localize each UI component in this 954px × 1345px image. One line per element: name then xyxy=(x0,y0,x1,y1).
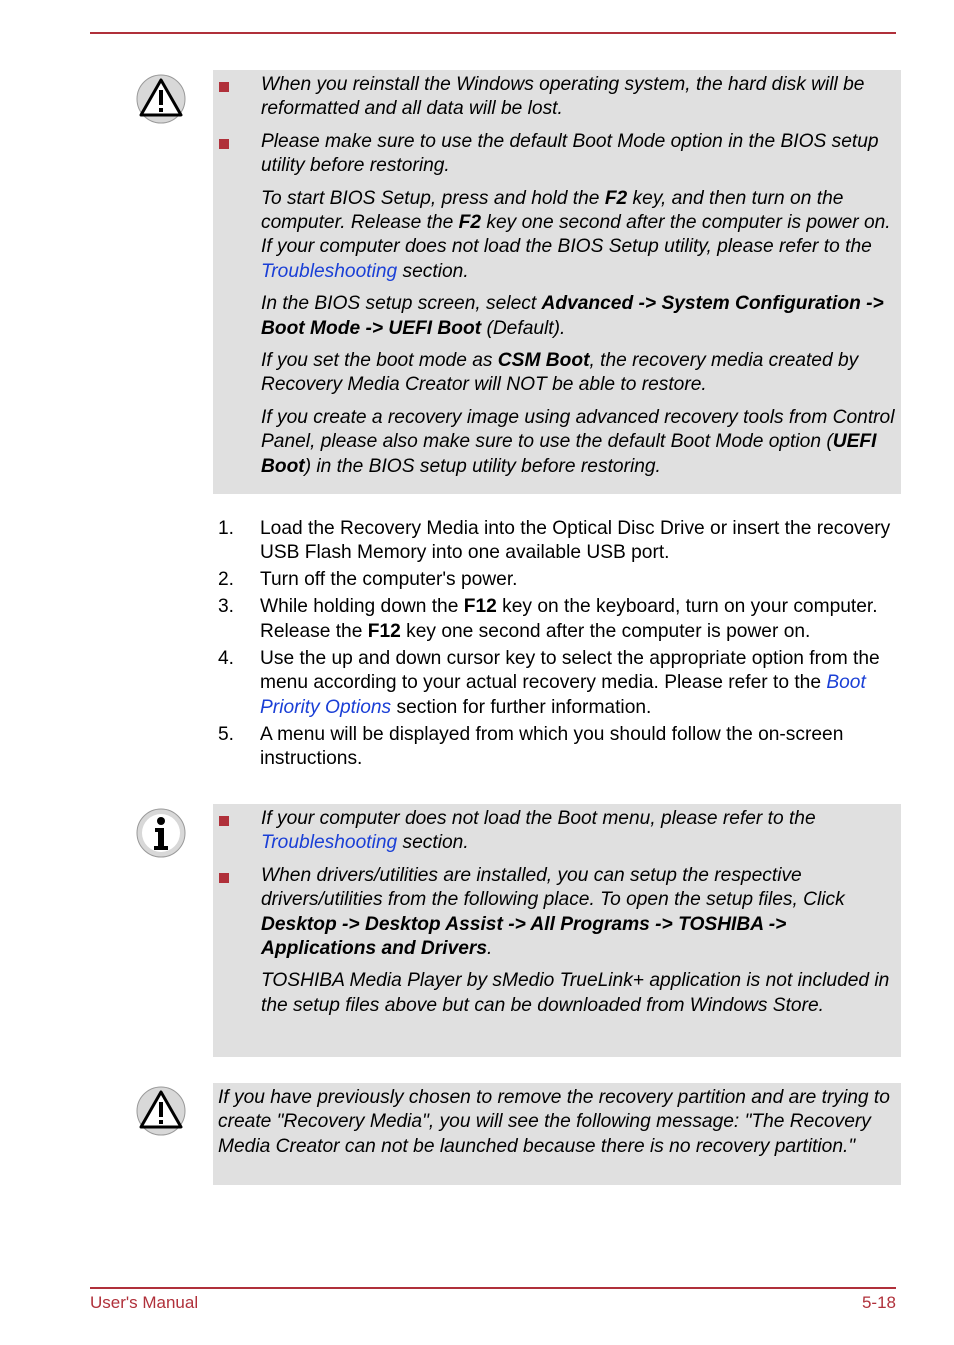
warning-icon xyxy=(136,1086,186,1136)
bullet-square-icon xyxy=(219,139,229,149)
recovery-image-paragraph: If you create a recovery image using advanced recovery tools from Control Panel, please also make sure to use the default Boot Mode option (UEFI Boot) in the BIOS setup utility before restoring. xyxy=(261,406,895,477)
page-number: 5-18 xyxy=(861,1293,896,1312)
boot-priority-options-link[interactable]: Boot Priority Options xyxy=(260,672,866,718)
bios-select-paragraph: In the BIOS setup screen, select Advanced -> System Configuration -> Boot Mode -> UEFI Boot (Default). xyxy=(261,293,884,339)
list-item: 3. While holding down the F12 key on the keyboard, turn on your computer. Release the F12 key one second after the computer is power on. xyxy=(218,596,878,642)
caution-note-box-2 xyxy=(213,1083,901,1185)
recovery-steps-list xyxy=(218,517,898,774)
media-player-paragraph: TOSHIBA Media Player by sMedio TrueLink+ application is not included in the setup files above but can be downloaded from Windows Store. xyxy=(261,970,890,1016)
header-rule xyxy=(90,32,896,34)
list-item: 4. Use the up and down cursor key to select the appropriate option from the menu according to your actual recovery media. Please refer to the Boot Priority Options section for further information. xyxy=(218,647,880,718)
recovery-partition-warning: If you have previously chosen to remove the recovery partition and are trying to create "Recovery Media", you will see the following message: "The Recovery Media Creator can not be launched because there is no recovery partition." xyxy=(218,1087,890,1157)
bullet-square-icon xyxy=(219,82,229,92)
troubleshooting-link[interactable]: Troubleshooting xyxy=(261,832,398,854)
caution-bullet-1: When you reinstall the Windows operating system, the hard disk will be reformatted and all data will be lost. xyxy=(213,73,897,122)
caution-bullet-2: Please make sure to use the default Boot Mode option in the BIOS setup utility before restoring. xyxy=(213,130,897,179)
bullet-square-icon xyxy=(219,873,229,883)
info-note-box xyxy=(213,804,901,1057)
warning-icon xyxy=(136,74,186,124)
list-item: 2. Turn off the computer's power. xyxy=(218,569,518,591)
bios-start-paragraph: To start BIOS Setup, press and hold the F2 key, and then turn on the computer. Release the F2 key one second after the computer is power on. If your computer does not load the BIOS Setup utility, please refer to the Troubleshooting section. xyxy=(261,187,891,282)
info-bullet-1: If your computer does not load the Boot menu, please refer to the Troubleshooting section. xyxy=(213,807,897,856)
list-item: 5. A menu will be displayed from which you should follow the on-screen instructions. xyxy=(218,723,844,770)
list-item: 1. Load the Recovery Media into the Optical Disc Drive or insert the recovery USB Flash Memory into one available USB port. xyxy=(218,518,891,564)
footer-rule xyxy=(90,1287,896,1289)
caution-note-box xyxy=(213,70,901,494)
troubleshooting-link[interactable]: Troubleshooting xyxy=(261,260,398,282)
footer-manual-title: User's Manual xyxy=(90,1293,199,1312)
info-bullet-2: When drivers/utilities are installed, you can setup the respective drivers/utilities from the following place. To open the setup files, Click Desktop -> Desktop Assist -> All Programs -> TOSHIBA -> Applications and Drivers. xyxy=(213,864,897,962)
bullet-square-icon xyxy=(219,816,229,826)
info-icon xyxy=(136,808,186,858)
csm-boot-paragraph: If you set the boot mode as CSM Boot, the recovery media created by Recovery Media Creator will NOT be able to restore. xyxy=(261,350,859,396)
